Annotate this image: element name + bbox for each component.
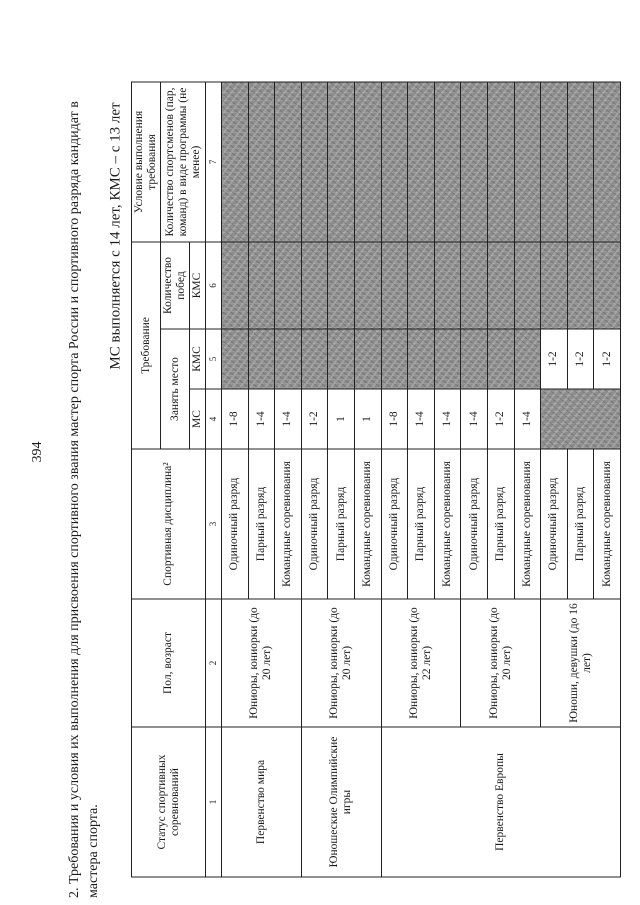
condition-cell	[301, 82, 328, 242]
kms-place-cell	[514, 329, 541, 389]
header-wins: Количество побед	[161, 242, 190, 329]
condition-cell	[408, 82, 435, 242]
gender-age-cell: Юноши, девушки (до 16 лет)	[541, 599, 621, 727]
discipline-cell: Командные соревнования	[354, 449, 381, 599]
column-number: 4	[206, 389, 222, 449]
header-wins-kms: КМС	[190, 242, 206, 329]
ms-place-cell: 1-4	[514, 389, 541, 449]
wins-cell	[541, 242, 568, 329]
wins-cell	[354, 242, 381, 329]
ms-place-cell: 1	[328, 389, 355, 449]
column-number: 6	[206, 242, 222, 329]
kms-place-cell	[248, 329, 275, 389]
ms-place-cell: 1-8	[381, 389, 408, 449]
discipline-cell: Одиночный разряд	[541, 449, 568, 599]
condition-cell	[541, 82, 568, 242]
condition-cell	[514, 82, 541, 242]
discipline-cell: Одиночный разряд	[301, 449, 328, 599]
age-requirement-subheading: МС выполняется с 14 лет, КМС – с 13 лет	[107, 102, 124, 370]
discipline-cell: Одиночный разряд	[381, 449, 408, 599]
discipline-cell: Парный разряд	[487, 449, 514, 599]
kms-place-cell	[275, 329, 302, 389]
condition-cell	[487, 82, 514, 242]
header-condition-sub: Количество спортсменов (пар, команд) в виде программы (не менее)	[161, 82, 206, 242]
condition-cell	[594, 82, 621, 242]
kms-place-cell	[354, 329, 381, 389]
header-status: Статус спортивных соревнований	[132, 727, 206, 877]
wins-cell	[275, 242, 302, 329]
requirements-table	[131, 82, 621, 878]
header-gender-age: Пол, возраст	[132, 599, 206, 727]
table-row	[301, 82, 328, 877]
kms-place-cell	[381, 329, 408, 389]
wins-cell	[222, 242, 249, 329]
gender-age-cell: Юниоры, юниорки (до 22 лет)	[381, 599, 461, 727]
status-cell: Первенство мира	[222, 727, 302, 877]
ms-place-cell: 1-4	[248, 389, 275, 449]
wins-cell	[381, 242, 408, 329]
discipline-cell: Командные соревнования	[275, 449, 302, 599]
ms-place-cell: 1	[354, 389, 381, 449]
table-row	[381, 82, 408, 877]
status-cell: Юношеские Олимпийские игры	[301, 727, 381, 877]
discipline-cell: Парный разряд	[567, 449, 594, 599]
header-condition: Условие выполнения требования	[132, 82, 161, 242]
column-number: 5	[206, 329, 222, 389]
gender-age-cell: Юниоры, юниорки (до 20 лет)	[222, 599, 302, 727]
gender-age-cell: Юниоры, юниорки (до 20 лет)	[461, 599, 541, 727]
column-number: 1	[206, 727, 222, 877]
column-number: 7	[206, 82, 222, 242]
discipline-cell: Одиночный разряд	[461, 449, 488, 599]
ms-place-cell: 1-4	[275, 389, 302, 449]
condition-cell	[567, 82, 594, 242]
header-ms: МС	[190, 389, 206, 449]
header-requirement: Требование	[132, 242, 161, 449]
header-place: Занять место	[161, 329, 190, 449]
requirements-table-container	[131, 83, 621, 878]
column-number: 3	[206, 449, 222, 599]
kms-place-cell	[301, 329, 328, 389]
condition-cell	[328, 82, 355, 242]
wins-cell	[301, 242, 328, 329]
condition-cell	[434, 82, 461, 242]
ms-place-cell: 1-4	[408, 389, 435, 449]
kms-place-cell: 1-2	[541, 329, 568, 389]
table-row	[222, 82, 249, 877]
wins-cell	[594, 242, 621, 329]
condition-cell	[248, 82, 275, 242]
condition-cell	[222, 82, 249, 242]
kms-place-cell	[328, 329, 355, 389]
wins-cell	[408, 242, 435, 329]
gender-age-cell: Юниоры, юниорки (до 20 лет)	[301, 599, 381, 727]
kms-place-cell: 1-2	[567, 329, 594, 389]
kms-place-cell	[408, 329, 435, 389]
discipline-cell: Парный разряд	[328, 449, 355, 599]
wins-cell	[567, 242, 594, 329]
wins-cell	[514, 242, 541, 329]
condition-cell	[381, 82, 408, 242]
kms-place-cell: 1-2	[594, 329, 621, 389]
discipline-cell: Командные соревнования	[594, 449, 621, 599]
condition-cell	[461, 82, 488, 242]
ms-place-cell	[541, 389, 621, 449]
discipline-cell: Парный разряд	[248, 449, 275, 599]
kms-place-cell	[222, 329, 249, 389]
status-cell: Первенство Европы	[381, 727, 620, 877]
wins-cell	[461, 242, 488, 329]
ms-place-cell: 1-2	[487, 389, 514, 449]
ms-place-cell: 1-4	[461, 389, 488, 449]
header-discipline: Спортивная дисциплина²	[132, 449, 206, 599]
kms-place-cell	[487, 329, 514, 389]
ms-place-cell: 1-8	[222, 389, 249, 449]
ms-place-cell: 1-4	[434, 389, 461, 449]
column-number: 2	[206, 599, 222, 727]
kms-place-cell	[461, 329, 488, 389]
discipline-cell: Командные соревнования	[514, 449, 541, 599]
page-number: 394	[30, 441, 45, 463]
condition-cell	[275, 82, 302, 242]
discipline-cell: Парный разряд	[408, 449, 435, 599]
document-heading: 2. Требования и условия их выполнения для присвоения спортивного звания мастер спорта России и спортивного разряда кандидат в мастера спорта.	[67, 101, 101, 898]
wins-cell	[434, 242, 461, 329]
header-kms: КМС	[190, 329, 206, 389]
wins-cell	[248, 242, 275, 329]
kms-place-cell	[434, 329, 461, 389]
discipline-cell: Командные соревнования	[434, 449, 461, 599]
condition-cell	[354, 82, 381, 242]
wins-cell	[487, 242, 514, 329]
discipline-cell: Одиночный разряд	[222, 449, 249, 599]
wins-cell	[328, 242, 355, 329]
ms-place-cell: 1-2	[301, 389, 328, 449]
